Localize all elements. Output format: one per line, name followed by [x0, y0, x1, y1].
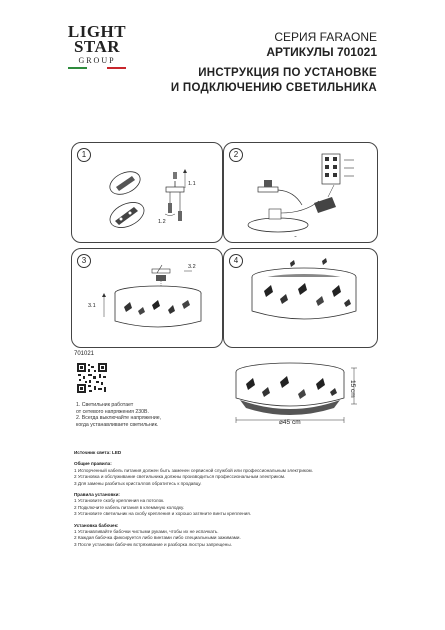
label-1-2: 1.2: [158, 219, 166, 225]
flag-white: [87, 67, 106, 69]
step-4-illustration: [224, 249, 379, 349]
note-line-2: от сетевого напряжения 230В.: [76, 408, 149, 415]
label-1-1: 1.1: [188, 181, 196, 187]
step-number-4: 4: [229, 254, 243, 268]
label-3-1: 3.1: [88, 303, 96, 309]
diameter-label: ⌀45 cm: [279, 419, 301, 426]
light-source-value: LED: [112, 450, 122, 455]
document-title: [171, 66, 377, 96]
step-number-2: 2: [229, 148, 243, 162]
articles-value: 701021: [336, 45, 377, 59]
instructions-text: [74, 450, 374, 548]
light-source-label: Источник света:: [74, 450, 111, 455]
install-title: Правила установки:: [74, 492, 120, 498]
height-label: 15 cm: [349, 380, 356, 398]
step-1-illustration: [72, 143, 224, 244]
install-item-2: 2 Подключите кабель питания в клеммную колодку.: [74, 504, 185, 510]
step-panel-1: [71, 142, 223, 243]
series-name: FARAONE: [319, 30, 377, 44]
general-item-1: 1 Испорченный кабель питания должен быть заменен сервисной службой или профессиональным электриком.: [74, 467, 313, 473]
article-code: 701021: [74, 351, 95, 357]
step-number-1: 1: [77, 148, 91, 162]
butterfly-item-2: 2 Каждая бабочка фиксируется либо винтами либо специальными зажимами.: [74, 535, 241, 541]
brand-logo: [66, 24, 128, 69]
butterfly-item-3: 3 После установки бабочек встряхивание и разборка люстры запрещены.: [74, 541, 232, 547]
logo-line-star: STAR: [73, 37, 121, 56]
logo-line-light: LIGHT: [67, 22, 127, 41]
series-line: [266, 30, 377, 45]
butterfly-title: Установка бабочек:: [74, 522, 119, 528]
articles-label: АРТИКУЛЫ: [266, 45, 334, 59]
series-label: СЕРИЯ: [274, 30, 317, 44]
title-line-2: И ПОДКЛЮЧЕНИЮ СВЕТИЛЬНИКА: [170, 82, 377, 94]
general-item-2: 2 Установка и обслуживание светильника должны производиться профессиональным электриком.: [74, 474, 286, 480]
articles-line: [266, 45, 377, 60]
light-source-line: [74, 450, 374, 456]
step-number-3: 3: [77, 254, 91, 268]
step-panel-3: [71, 248, 223, 348]
series-block: [266, 30, 377, 60]
butterfly-item-1: 1 Устанавливайте бабочки чистыми руками, чтобы их не испачкать.: [74, 529, 219, 535]
step-3-illustration: [72, 249, 224, 349]
step-panel-4: [223, 248, 378, 348]
title-line-1: ИНСТРУКЦИЯ ПО УСТАНОВКЕ: [198, 67, 377, 79]
label-3-2: 3.2: [188, 264, 196, 270]
install-item-1: 1 Установите скобу крепления на потолок.: [74, 498, 165, 504]
flag-green: [68, 67, 87, 69]
qr-code[interactable]: [76, 362, 108, 394]
general-item-3: 3 Для замены разбитых кристаллов обратитесь к продавцу.: [74, 480, 202, 486]
flag-red: [107, 67, 126, 69]
step-2-illustration: [224, 143, 379, 244]
logo-flag-stripe: [68, 67, 126, 69]
wire-label: ~: [294, 234, 297, 239]
install-item-3: 3 Установите светильник на скобу крепления и хорошо затяните винты крепления.: [74, 511, 251, 517]
note-line-3: 2. Всегда выключайте напряжение,: [76, 415, 162, 422]
note-line-4: когда устанавливаете светильник.: [76, 421, 159, 428]
general-title: Общие правила:: [74, 461, 112, 467]
safety-notes: [76, 402, 196, 428]
step-panel-2: [223, 142, 378, 243]
logo-line-group: GROUP: [78, 56, 116, 65]
note-line-1: 1. Светильник работает: [76, 402, 134, 408]
